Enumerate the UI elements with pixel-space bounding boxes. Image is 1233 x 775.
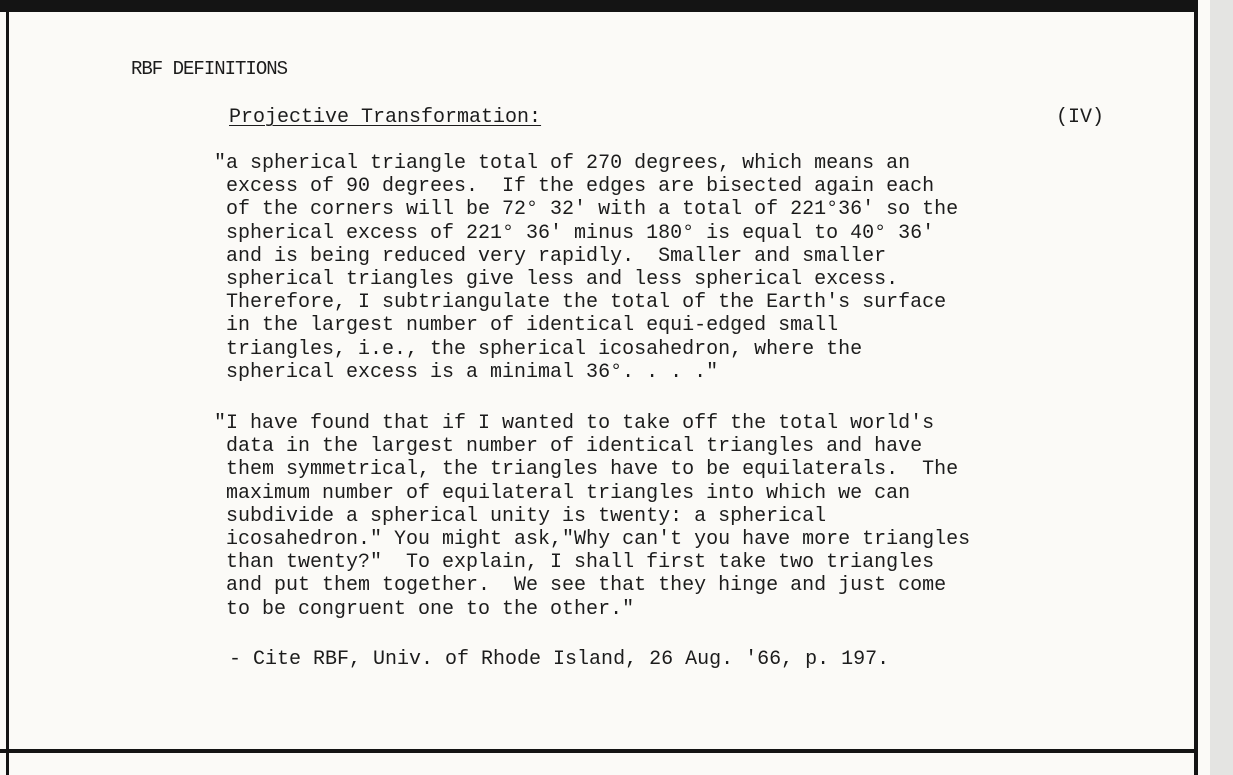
scan-margin-strip <box>1210 0 1233 775</box>
section-title: RBF DEFINITIONS <box>131 58 288 80</box>
quote-paragraph-2: "I have found that if I wanted to take off the total world's data in the largest number of identical triangles and have them symmetrical, the triangles have to be equilaterals. The maximum number of equilateral triangles into which we can subdivide a spherical unity is twenty: a spherical icosahedron." You might ask,"Why can't you have more triangles than twenty?" To explain, I shall first take two triangles and put them together. We see that they hinge and just come to be congruent one to the other." <box>214 412 971 621</box>
citation: - Cite RBF, Univ. of Rhode Island, 26 Aug. '66, p. 197. <box>229 648 890 671</box>
bottom-border-rule <box>0 749 1198 753</box>
left-border-rule <box>6 0 9 775</box>
right-border-rule <box>1194 0 1198 775</box>
quote-paragraph-1: "a spherical triangle total of 270 degrees, which means an excess of 90 degrees. If the edges are bisected again each of the corners will be 72° 32' with a total of 221°36' so the spherical excess of 221° 36' minus 180° is equal to 40° 36' and is being reduced very rapidly. Smaller and smaller spherical triangles give less and less spherical excess. Therefore, I subtriangulate the total of the Earth's surface in the largest number of identical equi-edged small triangles, i.e., the spherical icosahedron, where the spherical excess is a minimal 36°. . . ." <box>214 152 959 384</box>
top-border-rule <box>0 0 1196 12</box>
definition-heading: Projective Transformation: <box>229 106 542 129</box>
definition-number: (IV) <box>1056 106 1105 129</box>
